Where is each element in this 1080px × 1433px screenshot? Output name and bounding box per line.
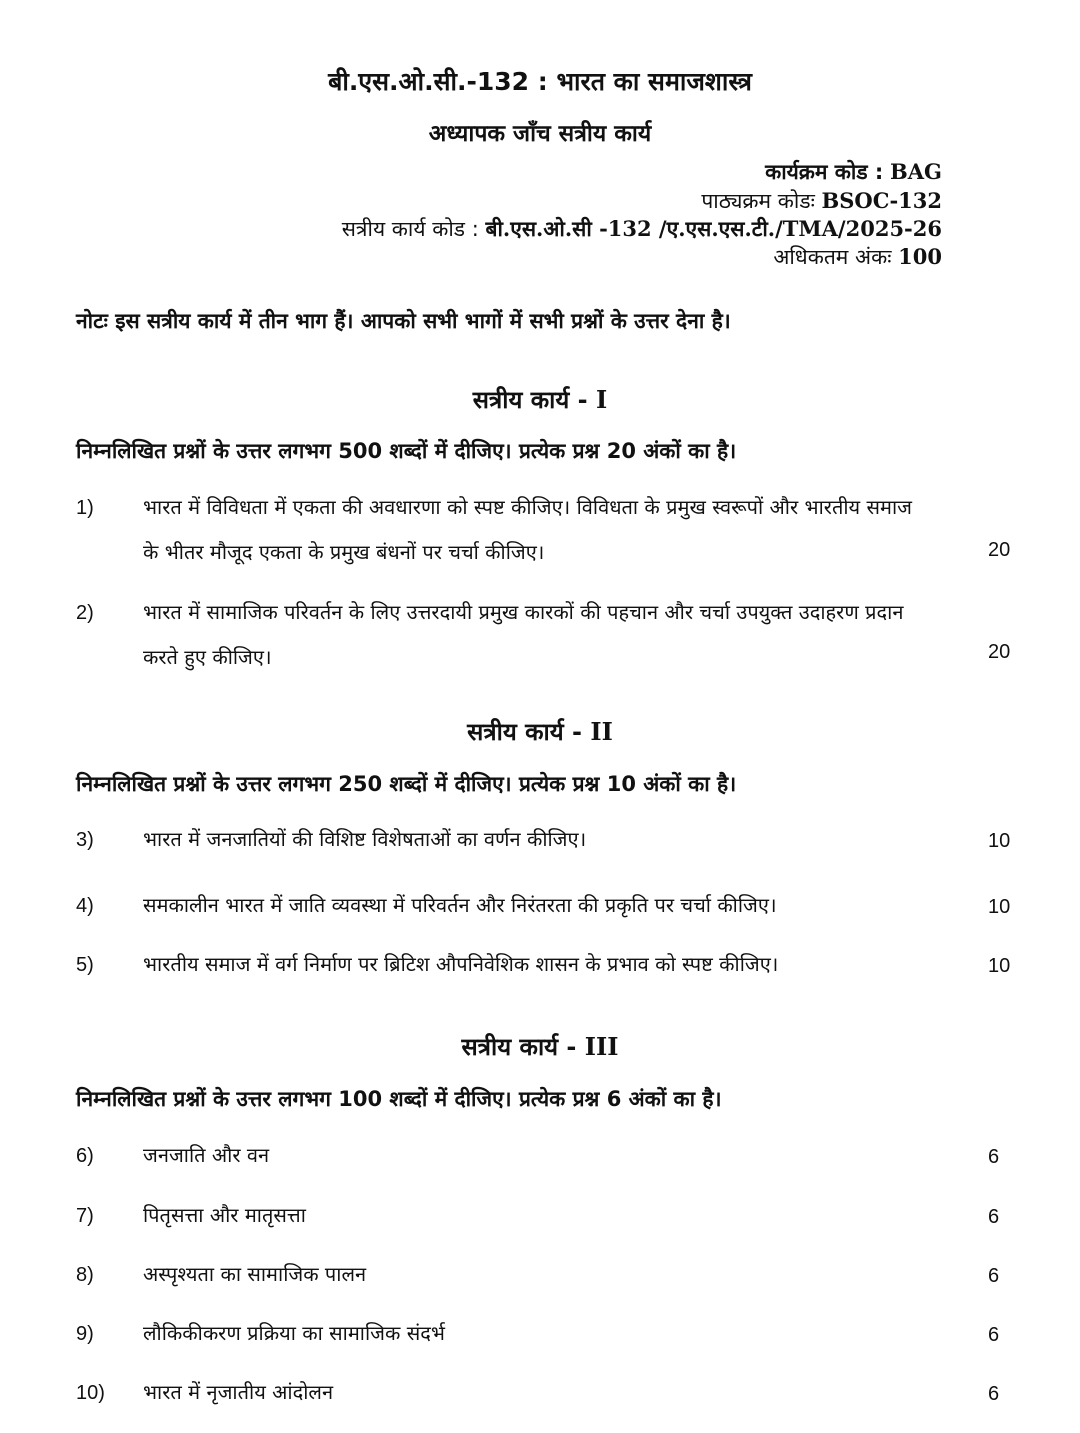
max-marks-label: अधिकतम अंकः [773,245,892,269]
question-text-1: भारत में विविधता में एकता की अवधारणा को स्पष्ट कीजिए। विविधता के प्रमुख स्वरूपों और भारतीय समाज के भीतर मौजूद एकता के प्रमुख बंधनों पर चर्चा कीजिए। [143,495,912,564]
programme-code-line [765,158,942,186]
section-heading-label: सत्रीय कार्य - [461,1033,577,1061]
section-heading-label: सत्रीय कार्य - [467,718,583,746]
question-text-2: भारत में सामाजिक परिवर्तन के लिए उत्तरदायी प्रमुख कारकों की पहचान और चर्चा उपयुक्त उदाहरण प्रदान करते हुए कीजिए। [143,600,904,669]
question-number-1: 1) [76,497,94,519]
question-marks-5: 10 [988,955,1011,977]
section-roman-numeral: II [590,717,613,746]
question-marks-1: 20 [988,539,1011,561]
course-code-value: BSOC-132 [821,188,942,213]
section-heading-3 [0,1030,1080,1063]
question-number-7: 7) [76,1205,94,1227]
question-marks-6: 6 [988,1146,1000,1168]
section-instruction-2: निम्नलिखित प्रश्नों के उत्तर लगभग 250 शब्दों में दीजिए। प्रत्येक प्रश्न 10 अंकों का है। [76,772,737,796]
question-text-9: लौकिकीकरण प्रक्रिया का सामाजिक संदर्भ [143,1321,445,1345]
max-marks-value: 100 [898,244,942,269]
document-title: बी.एस.ओ.सी.-132 : भारत का समाजशास्त्र [328,67,752,96]
question-marks-2: 20 [988,641,1011,663]
course-code-label: पाठ्यक्रम कोडः [701,189,815,213]
question-number-2: 2) [76,602,94,624]
question-text-8: अस्पृश्यता का सामाजिक पालन [143,1262,367,1286]
section-roman-numeral: I [595,385,608,414]
assignment-code-value: बी.एस.ओ.सी -132 /ए.एस.एस.टी./TMA/2025-26 [485,216,942,241]
assignment-code-label: सत्रीय कार्य कोड : [341,217,479,241]
question-text-6: जनजाति और वन [143,1143,270,1167]
question-marks-10: 6 [988,1383,1000,1405]
question-marks-3: 10 [988,830,1011,852]
section-instruction-3: निम्नलिखित प्रश्नों के उत्तर लगभग 100 शब्दों में दीजिए। प्रत्येक प्रश्न 6 अंकों का है। [76,1087,722,1111]
document-subtitle: अध्यापक जाँच सत्रीय कार्य [428,121,652,147]
question-number-5: 5) [76,954,94,976]
question-number-4: 4) [76,895,94,917]
question-text-10: भारत में नृजातीय आंदोलन [143,1380,334,1404]
question-number-10: 10) [76,1382,105,1404]
question-number-8: 8) [76,1264,94,1286]
section-heading-1 [0,383,1080,416]
note-text: नोटः इस सत्रीय कार्य में तीन भाग हैं। आपको सभी भागों में सभी प्रश्नों के उत्तर देना है। [76,309,731,333]
question-text-7: पितृसत्ता और मातृसत्ता [143,1203,306,1227]
section-heading-label: सत्रीय कार्य - [472,386,588,414]
question-text-5: भारतीय समाज में वर्ग निर्माण पर ब्रिटिश औपनिवेशिक शासन के प्रभाव को स्पष्ट कीजिए। [143,952,779,976]
course-code-line [701,187,942,215]
question-text-4: समकालीन भारत में जाति व्यवस्था में परिवर्तन और निरंतरता की प्रकृति पर चर्चा कीजिए। [143,893,777,917]
programme-code-value: BAG [890,159,942,184]
section-roman-numeral: III [584,1032,619,1061]
question-marks-9: 6 [988,1324,1000,1346]
assignment-code-line [342,215,942,243]
question-marks-7: 6 [988,1206,1000,1228]
question-marks-8: 6 [988,1265,1000,1287]
programme-code-label: कार्यक्रम कोड : [765,160,884,184]
question-number-9: 9) [76,1323,94,1345]
question-number-6: 6) [76,1145,94,1167]
section-heading-2 [0,715,1080,748]
question-marks-4: 10 [988,896,1011,918]
question-text-3: भारत में जनजातियों की विशिष्ट विशेषताओं का वर्णन कीजिए। [143,827,587,851]
section-instruction-1: निम्नलिखित प्रश्नों के उत्तर लगभग 500 शब्दों में दीजिए। प्रत्येक प्रश्न 20 अंकों का है। [76,439,737,463]
question-number-3: 3) [76,829,94,851]
max-marks-line [773,243,942,271]
